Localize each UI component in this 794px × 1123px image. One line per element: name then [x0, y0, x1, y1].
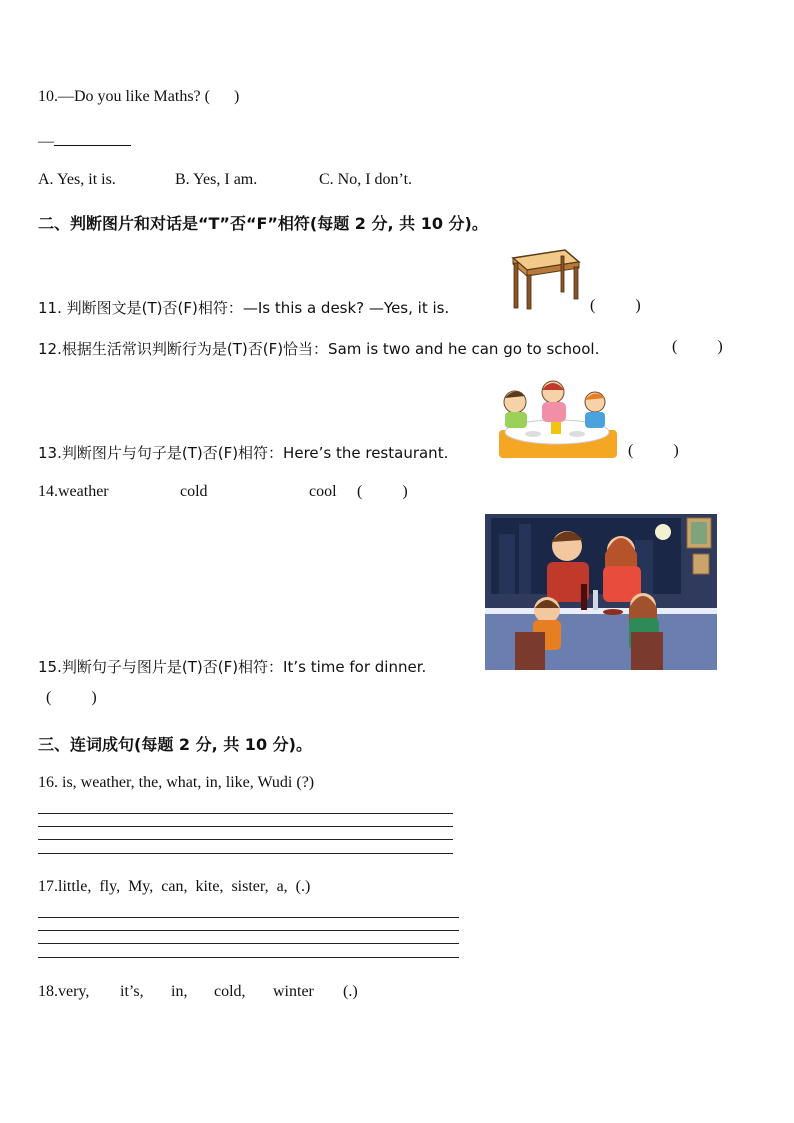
- answer-line: [38, 826, 453, 827]
- q18-word-2: it’s,: [120, 983, 144, 1000]
- q10-option-b: B. Yes, I am.: [175, 171, 258, 188]
- q12-answer-paren: ( ): [672, 338, 723, 355]
- q12: [38, 338, 599, 359]
- q18-word-1: 18.very,: [38, 983, 90, 1000]
- q18-word-5: winter: [273, 983, 314, 1000]
- q13: [38, 442, 448, 463]
- answer-line: [38, 813, 453, 814]
- q11-text: 11. 判断图文是(T)否(F)相符：—Is this a desk? —Yes, it is.: [38, 299, 450, 317]
- answer-underline: [54, 131, 131, 146]
- answer-line: [38, 917, 459, 918]
- q18-word-3: in,: [171, 983, 188, 1000]
- section2-title: 二、判断图片和对话是“T”否“F”相符(每题 2 分, 共 10 分)。: [38, 214, 488, 233]
- family-dining-image: [497, 372, 619, 458]
- q14-answer-paren: ( ): [357, 483, 408, 500]
- q10-question-text: 10.—Do you like Maths? (: [38, 88, 210, 105]
- q16-text: 16. is, weather, the, what, in, like, Wudi (?): [38, 774, 315, 791]
- answer-line: [38, 930, 459, 931]
- q18-word-4: cold,: [214, 983, 246, 1000]
- q11-answer-paren: ( ): [590, 297, 641, 314]
- q12-text: 12.根据生活常识判断行为是(T)否(F)恰当：Sam is two and he can go to school.: [38, 340, 600, 358]
- q10-option-c: C. No, I don’t.: [319, 171, 413, 188]
- table-image: [503, 248, 583, 312]
- q13-text: 13.判断图片与句子是(T)否(F)相符：Here’s the restaurant.: [38, 444, 449, 462]
- q10-close-paren: ): [233, 88, 240, 105]
- q14-word-3: cool: [309, 483, 337, 500]
- q11: [38, 297, 449, 318]
- q15: [38, 656, 426, 677]
- q14-word-1: 14.weather: [38, 483, 109, 500]
- q15-answer-paren: ( ): [46, 689, 97, 706]
- family-dinner-night-image: [485, 514, 717, 670]
- q13-answer-paren: ( ): [628, 442, 679, 459]
- q17-text: 17.little, fly, My, can, kite, sister, a, (.): [38, 878, 311, 895]
- q10-question: [38, 88, 239, 106]
- q10-option-a: A. Yes, it is.: [38, 171, 116, 188]
- answer-line: [38, 839, 453, 840]
- q18-word-6: (.): [343, 983, 358, 1000]
- q10-answer-blank: [38, 131, 131, 151]
- answer-line: [38, 853, 453, 854]
- q10-dash: —: [38, 133, 54, 150]
- section3-title: 三、连词成句(每题 2 分, 共 10 分)。: [38, 735, 312, 754]
- answer-line: [38, 943, 459, 944]
- answer-line: [38, 957, 459, 958]
- q15-text: 15.判断句子与图片是(T)否(F)相符：It’s time for dinner.: [38, 658, 427, 676]
- q14-word-2: cold: [180, 483, 208, 500]
